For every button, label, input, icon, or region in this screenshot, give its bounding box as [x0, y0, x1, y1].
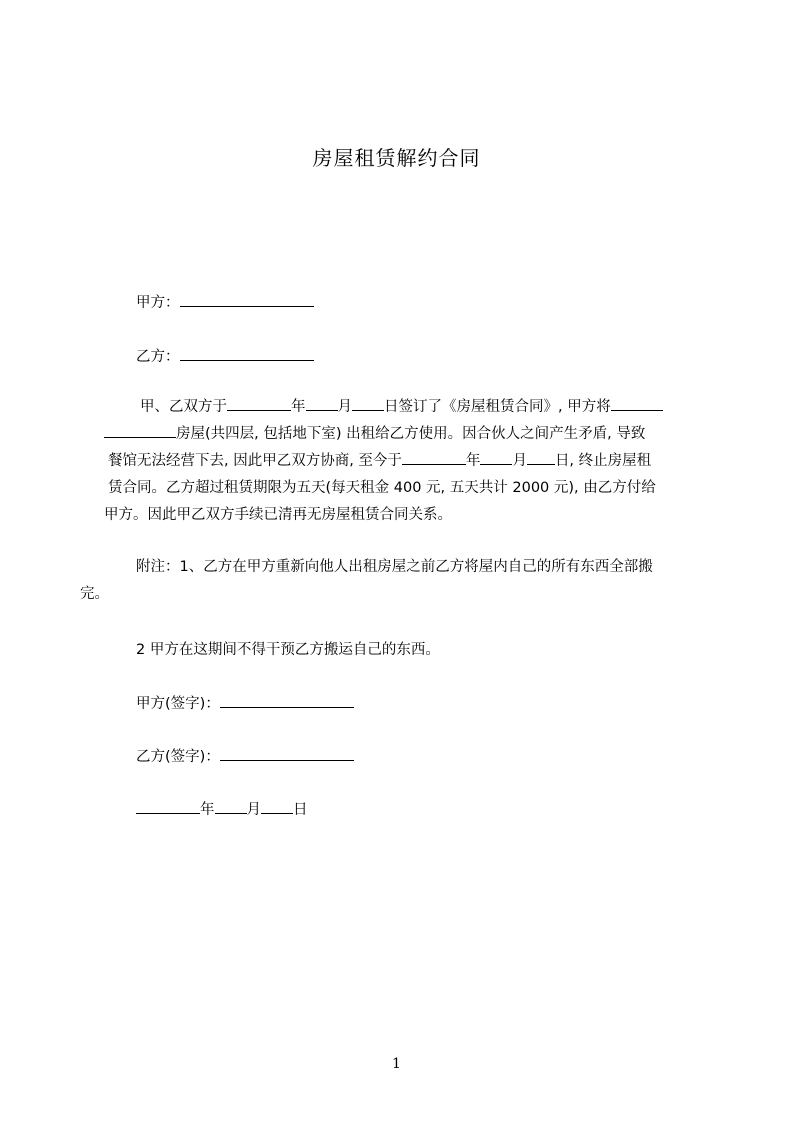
date-year-label: 年: [200, 802, 215, 818]
date-month-label: 月: [246, 802, 261, 818]
paragraph-row: [104, 502, 704, 529]
paragraph-row: [104, 448, 704, 475]
date-month-blank: [215, 799, 247, 814]
party-a-signature-label: 甲方(签字)：: [136, 696, 220, 712]
sign-date-month-blank: [306, 396, 338, 411]
termination-month-blank: [480, 450, 512, 465]
sign-date-year-blank: [227, 396, 291, 411]
paragraph-row: [104, 421, 704, 448]
paragraph-text: 甲、乙双方于: [140, 399, 227, 415]
paragraph-row: [104, 394, 704, 421]
date-year-blank: [136, 799, 200, 814]
property-address-blank-cont: [104, 423, 176, 438]
party-a-signature-blank: [220, 693, 354, 708]
party-b-signature-line: [136, 745, 354, 766]
termination-year-blank: [402, 450, 466, 465]
party-a-blank: [180, 292, 314, 307]
party-b-signature-blank: [220, 746, 354, 761]
party-b-line: [136, 345, 314, 366]
note-paragraph: [80, 554, 720, 608]
party-b-label: 乙方：: [136, 349, 180, 365]
paragraph-text: 日签订了《房屋租赁合同》, 甲方将: [384, 399, 611, 415]
paragraph-text: 月: [512, 453, 527, 469]
paragraph-text: 年: [291, 399, 306, 415]
sign-date-day-blank: [352, 396, 384, 411]
party-a-signature-line: [136, 692, 354, 713]
paragraph-text: 餐馆无法经营下去, 因此甲乙双方协商, 至今于: [108, 453, 402, 469]
paragraph-text: 房屋(共四层, 包括地下室) 出租给乙方使用。因合伙人之间产生矛盾, 导致: [176, 426, 646, 442]
paragraph-text: 甲方。因此甲乙双方手续已清再无房屋租赁合同关系。: [104, 507, 452, 523]
paragraph-text: 月: [337, 399, 352, 415]
note-row: 完。: [80, 586, 109, 602]
paragraph-text: 年: [465, 453, 481, 469]
note-row: 附注：1、乙方在甲方重新向他人出租房屋之前乙方将屋内自己的所有东西全部搬: [136, 559, 653, 575]
party-b-signature-label: 乙方(签字)：: [136, 749, 220, 765]
date-day-label: 日: [293, 802, 308, 818]
party-a-label: 甲方：: [136, 295, 180, 311]
termination-day-blank: [527, 450, 555, 465]
property-address-blank: [611, 396, 663, 411]
clause-2: 2 甲方在这期间不得干预乙方搬运自己的东西。: [136, 642, 440, 658]
paragraph-text: 赁合同。乙方超过租赁期限为五天(每天租金 400 元, 五天共计 2000 元), 由乙方付给: [108, 480, 656, 496]
paragraph-row: [104, 475, 704, 502]
party-b-blank: [180, 346, 314, 361]
party-a-line: [136, 291, 314, 312]
signature-date-line: [136, 798, 308, 819]
page-number: 1: [392, 1056, 401, 1072]
paragraph-text: 日, 终止房屋租: [554, 453, 652, 469]
document-title: 房屋租赁解约合同: [312, 146, 481, 170]
main-paragraph: [104, 394, 704, 529]
date-day-blank: [261, 799, 293, 814]
